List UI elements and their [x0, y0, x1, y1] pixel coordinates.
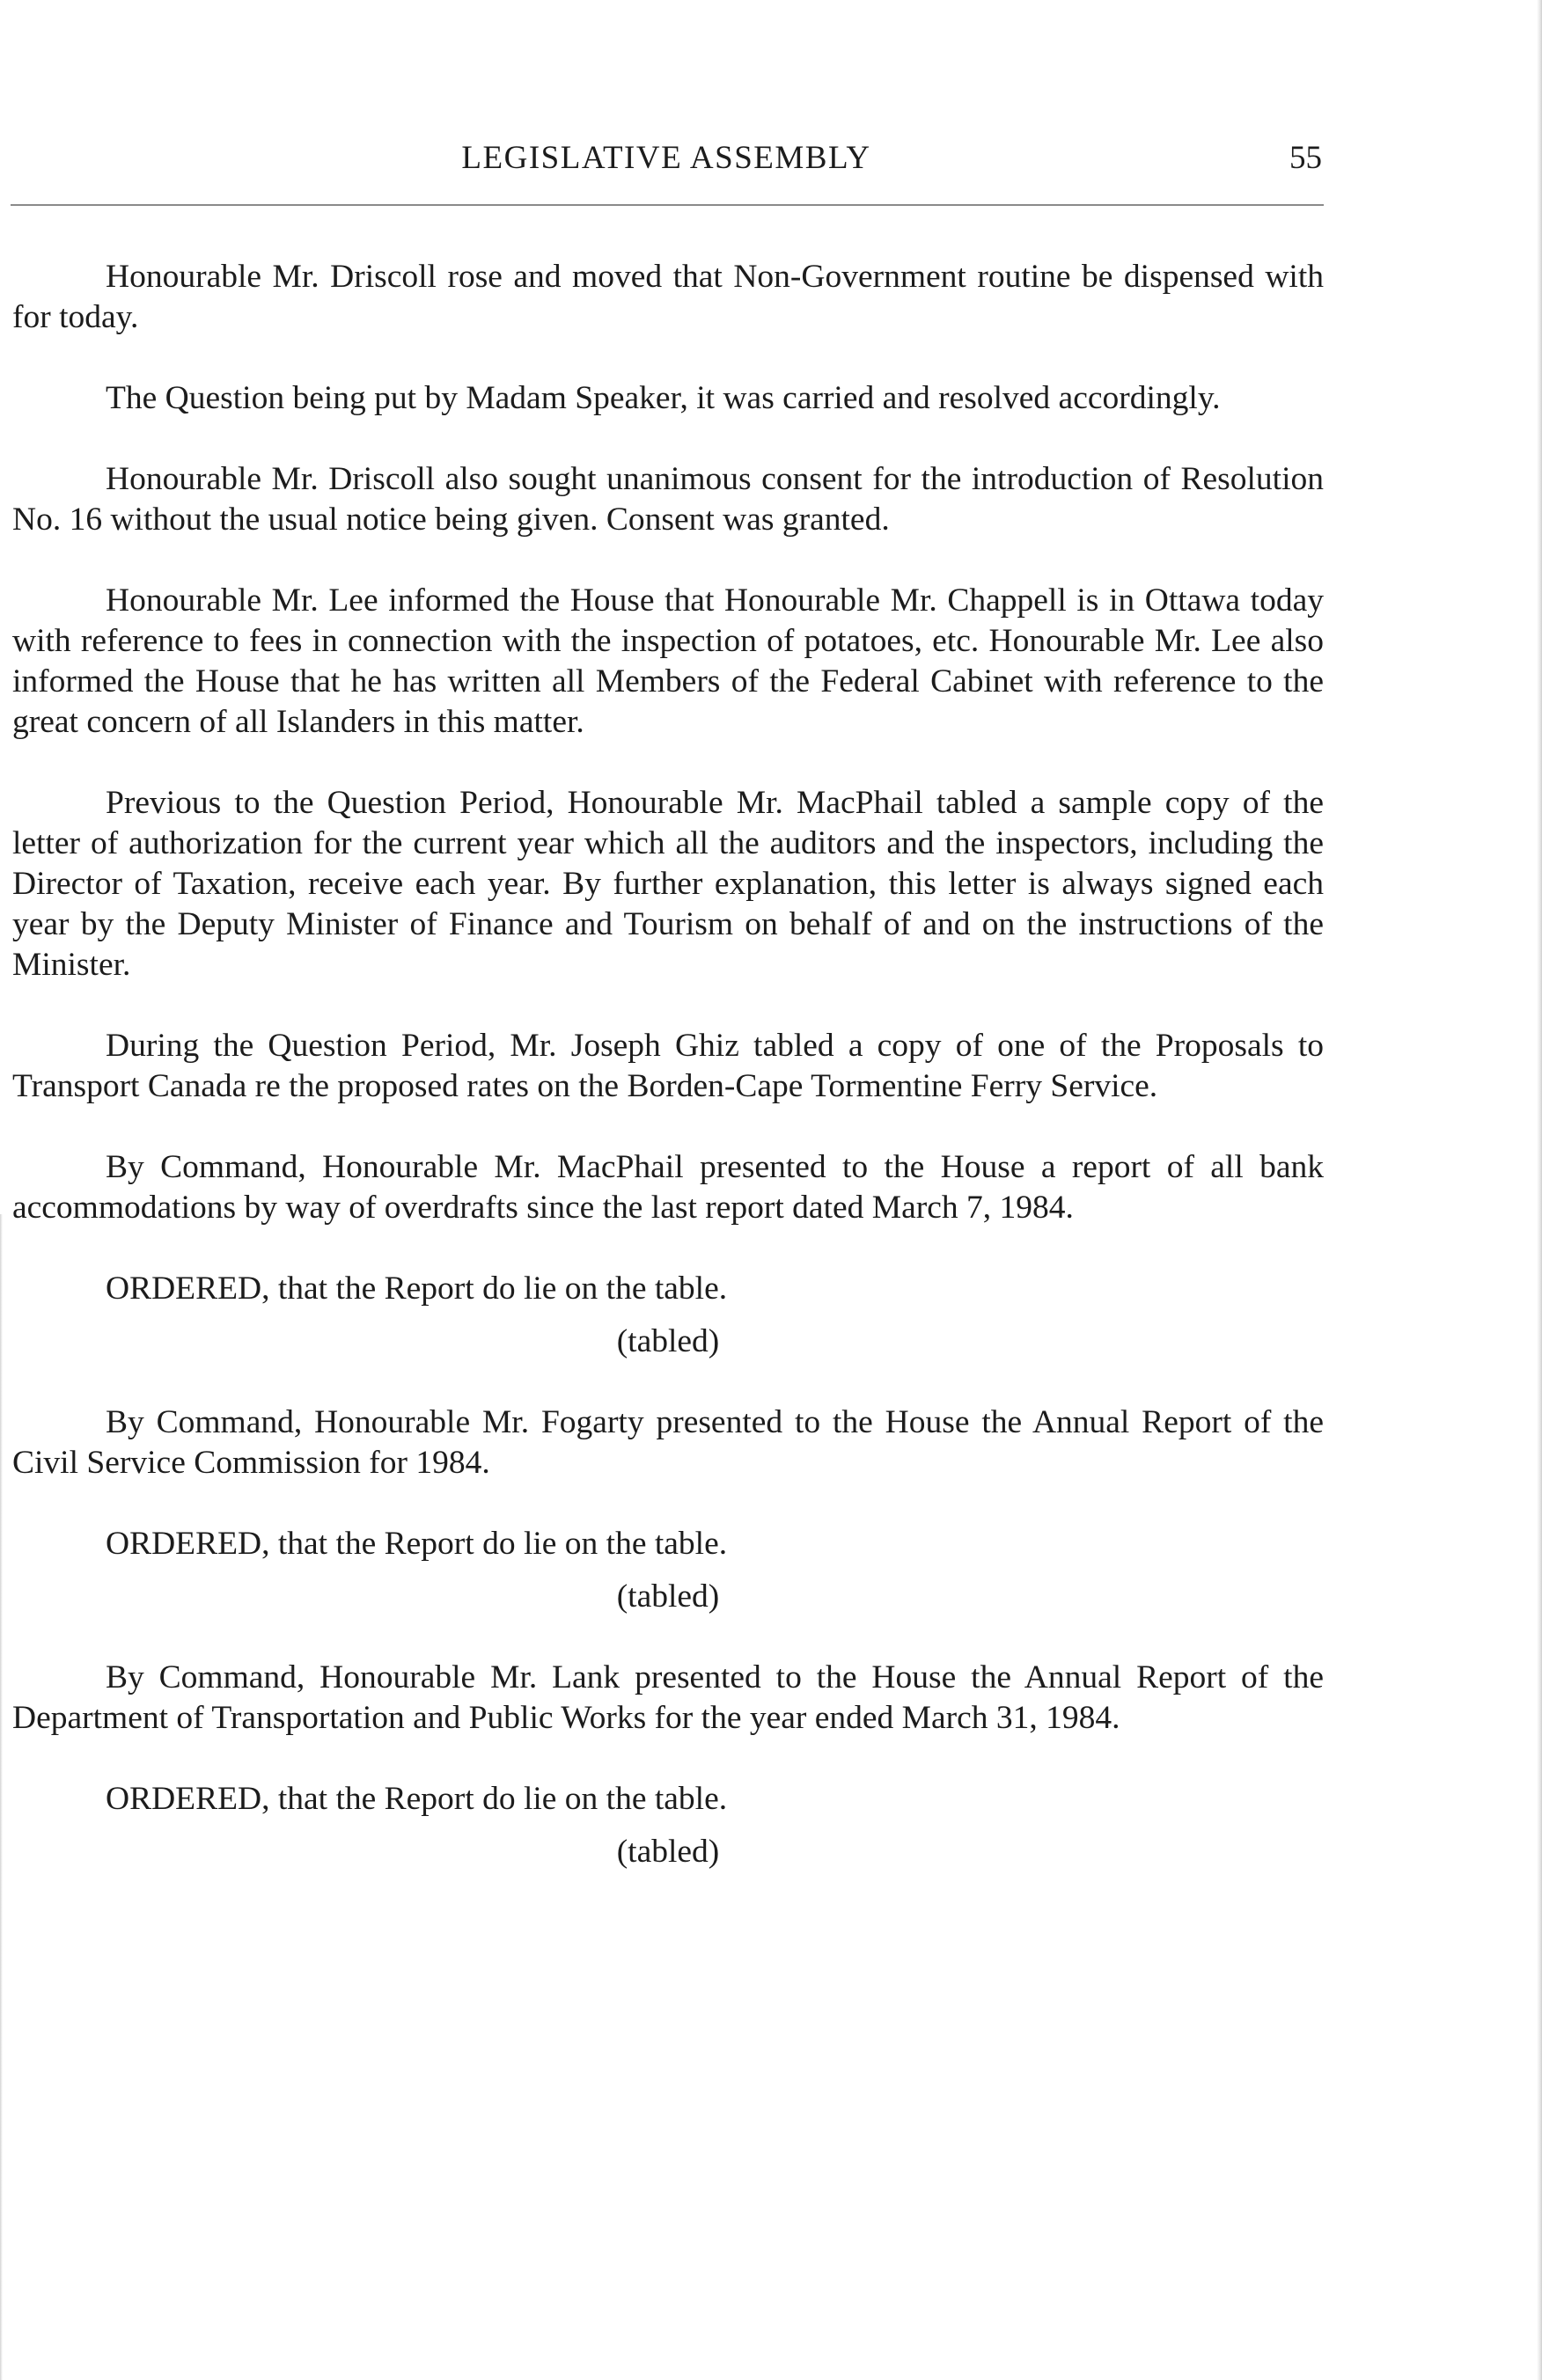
header-rule — [11, 204, 1324, 206]
ordered-line: ORDERED, that the Report do lie on the table. — [106, 1271, 728, 1307]
body-text — [12, 257, 1324, 1913]
tabled-note: (tabled) — [616, 1834, 720, 1870]
ordered-line: ORDERED, that the Report do lie on the table. — [106, 1781, 728, 1817]
paragraph-macphail-report: By Command, Honourable Mr. MacPhail presented to the House a report of all bank accommodations by way of overdrafts since the last report dated March 7, 1984. — [12, 1149, 1324, 1226]
tabled-note: (tabled) — [616, 1323, 720, 1359]
paragraph-fogarty-report: By Command, Honourable Mr. Fogarty presented to the House the Annual Report of the Civil Service Commission for 1984. — [12, 1404, 1324, 1481]
paragraph-lee-informed: Honourable Mr. Lee informed the House that Honourable Mr. Chappell is in Ottawa today with reference to fees in connection with the inspection of potatoes, etc. Honourable Mr. Lee also informed the House that he has written all Members of the Federal Cabinet with reference to the great concern of all Islanders in this matter. — [12, 582, 1324, 740]
page-number: 55 — [1289, 140, 1322, 176]
paragraph-lank-report: By Command, Honourable Mr. Lank presented to the House the Annual Report of the Department of Transportation and Public Works for the year ended March 31, 1984. — [12, 1659, 1324, 1736]
paragraph-driscoll-motion: Honourable Mr. Driscoll rose and moved that Non-Government routine be dispensed with for today. — [12, 259, 1324, 335]
ordered-line: ORDERED, that the Report do lie on the table. — [106, 1526, 728, 1562]
running-head — [11, 136, 1322, 180]
paragraph-ghiz-tabled: During the Question Period, Mr. Joseph Ghiz tabled a copy of one of the Proposals to Transport Canada re the proposed rates on the Borden-Cape Tormentine Ferry Service. — [12, 1028, 1324, 1104]
paragraph-question-carried: The Question being put by Madam Speaker, it was carried and resolved accordingly. — [106, 380, 1221, 416]
paragraph-macphail-tabled: Previous to the Question Period, Honourable Mr. MacPhail tabled a sample copy of the letter of authorization for the current year which all the auditors and the inspectors, including the Director of Taxation, receive each year. By further explanation, this letter is always signed each year by the Deputy Minister of Finance and Tourism on behalf of and on the instructions of the Minister. — [12, 785, 1324, 983]
running-title: LEGISLATIVE ASSEMBLY — [461, 140, 871, 176]
paragraph-unanimous-consent: Honourable Mr. Driscoll also sought unanimous consent for the introduction of Resolution No. 16 without the usual notice being given. Consent was granted. — [12, 461, 1324, 538]
page-edge-shadow — [1537, 0, 1542, 2380]
page-edge-left-shadow — [0, 1214, 3, 2380]
tabled-note: (tabled) — [616, 1578, 720, 1615]
